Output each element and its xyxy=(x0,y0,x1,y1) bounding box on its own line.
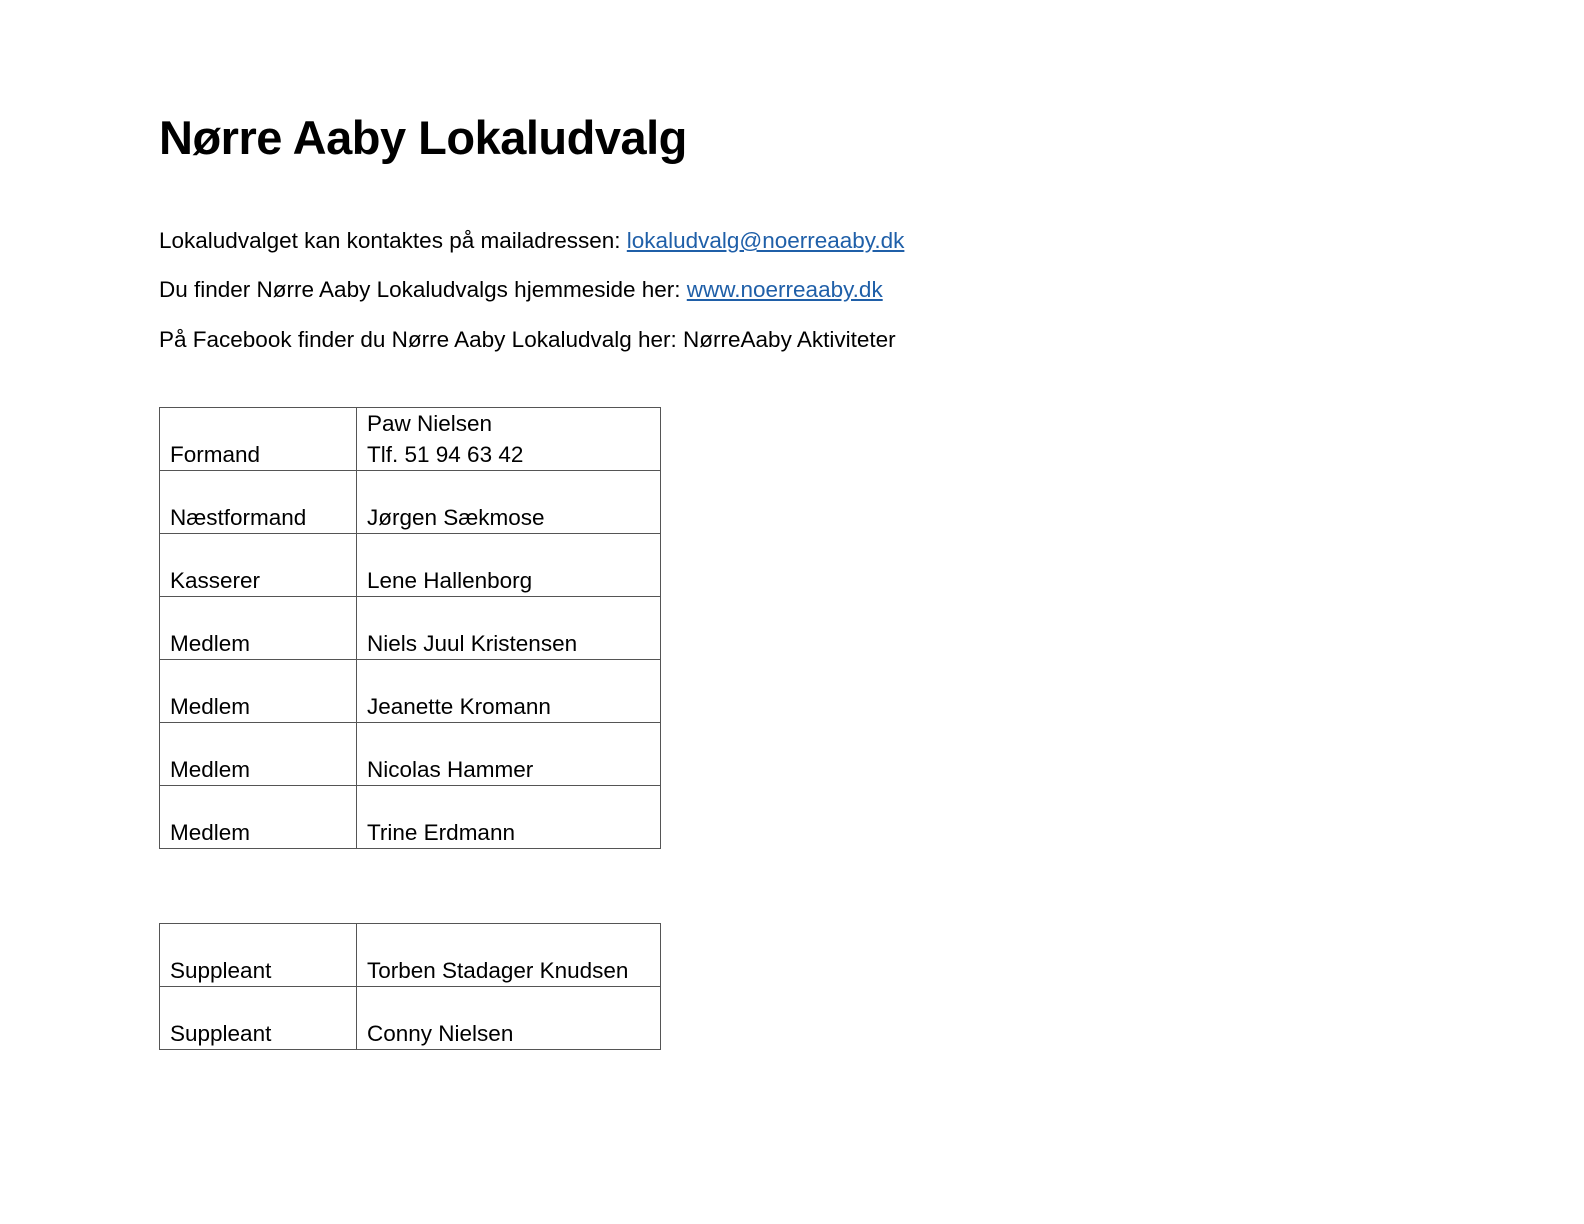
name-cell: Lene Hallenborg xyxy=(357,534,661,597)
substitutes-table xyxy=(159,923,661,1050)
role-cell: Medlem xyxy=(160,723,357,786)
name-cell: Torben Stadager Knudsen xyxy=(357,924,661,987)
email-link[interactable]: lokaludvalg@noerreaaby.dk xyxy=(626,228,905,253)
name-cell xyxy=(357,408,661,471)
name-cell: Trine Erdmann xyxy=(357,786,661,849)
role-cell: Kasserer xyxy=(160,534,357,597)
role-cell: Medlem xyxy=(160,660,357,723)
role-cell: Medlem xyxy=(160,786,357,849)
table-row xyxy=(160,924,661,987)
table-row xyxy=(160,987,661,1050)
table-row xyxy=(160,597,661,660)
name-cell: Conny Nielsen xyxy=(357,987,661,1050)
table-row xyxy=(160,660,661,723)
email-prefix: Lokaludvalget kan kontaktes på mailadressen: xyxy=(159,228,627,253)
member-phone: Tlf. 51 94 63 42 xyxy=(367,442,524,467)
board-table xyxy=(159,407,661,849)
name-cell: Nicolas Hammer xyxy=(357,723,661,786)
name-cell: Niels Juul Kristensen xyxy=(357,597,661,660)
website-paragraph xyxy=(159,275,883,305)
website-link[interactable]: www.noerreaaby.dk xyxy=(686,277,883,302)
page-title: Nørre Aaby Lokaludvalg xyxy=(159,111,687,164)
facebook-paragraph: På Facebook finder du Nørre Aaby Lokaludvalg her: NørreAaby Aktiviteter xyxy=(159,327,896,352)
website-prefix: Du finder Nørre Aaby Lokaludvalgs hjemmeside her: xyxy=(159,277,687,302)
table-row xyxy=(160,534,661,597)
name-cell: Jørgen Sækmose xyxy=(357,471,661,534)
table-row xyxy=(160,408,661,471)
role-cell: Suppleant xyxy=(160,924,357,987)
table-row xyxy=(160,786,661,849)
name-cell: Jeanette Kromann xyxy=(357,660,661,723)
table-row xyxy=(160,723,661,786)
role-cell: Formand xyxy=(160,408,357,471)
role-cell: Suppleant xyxy=(160,987,357,1050)
role-cell: Medlem xyxy=(160,597,357,660)
email-paragraph xyxy=(159,226,904,256)
table-row xyxy=(160,471,661,534)
role-cell: Næstformand xyxy=(160,471,357,534)
member-name: Paw Nielsen xyxy=(367,411,493,436)
